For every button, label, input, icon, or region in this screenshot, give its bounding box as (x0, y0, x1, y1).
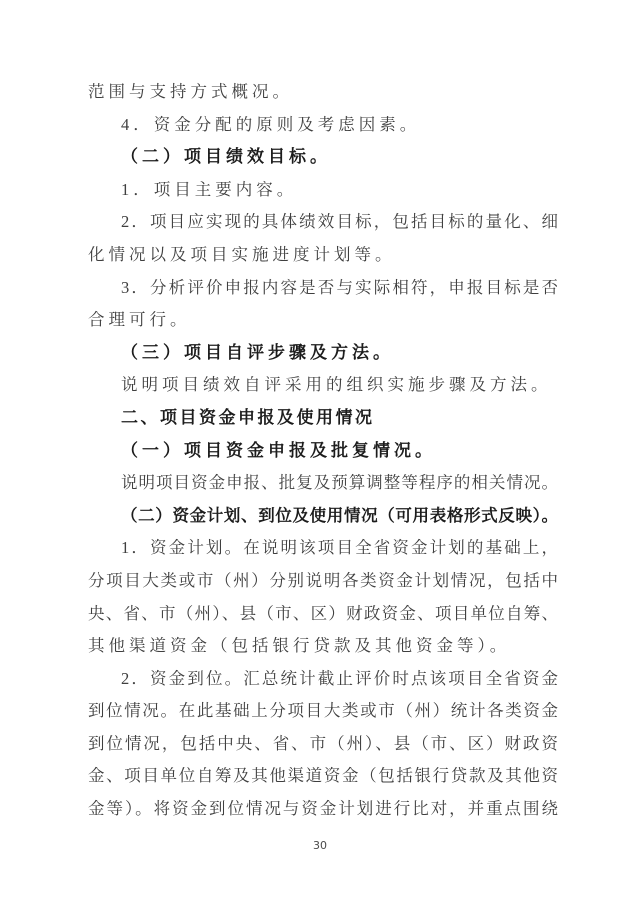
page-number: 30 (313, 839, 327, 852)
heading-line: （二）项目绩效目标。 (121, 147, 331, 167)
text-line: 范围与支持方式概况。 (88, 82, 293, 101)
text-line: 1．资金计划。在说明该项目全省资金计划的基础上， (121, 538, 558, 558)
text-line: 说明项目资金申报、批复及预算调整等程序的相关情况。 (121, 473, 558, 493)
text-line: 央、省、市（州）、县（市、区）财政资金、项目单位自筹、 (88, 603, 558, 623)
text-line: 3．分析评价申报内容是否与实际相符，申报目标是否 (121, 277, 558, 297)
document-body-text (88, 76, 558, 826)
text-line: 化情况以及项目实施进度计划等。 (88, 244, 396, 264)
text-line: 1．项目主要内容。 (121, 179, 298, 199)
heading-line: （二）资金计划、到位及使用情况（可用表格形式反映）。 (121, 505, 558, 525)
text-line: 其他渠道资金（包括银行贷款及其他资金等）。 (88, 636, 511, 656)
text-line: 分项目大类或市（州）分别说明各类资金计划情况，包括中 (88, 570, 558, 590)
text-line: 金、项目单位自筹及其他渠道资金（包括银行贷款及其他资 (88, 766, 558, 786)
text-line: 2．资金到位。汇总统计截止评价时点该项目全省资金 (121, 668, 558, 688)
heading-line: （一）项目资金申报及批复情况。 (121, 440, 436, 460)
heading-line: （三）项目自评步骤及方法。 (121, 342, 394, 362)
text-line: 合理可行。 (88, 310, 191, 330)
text-line: 2．项目应实现的具体绩效目标，包括目标的量化、细 (121, 212, 558, 232)
text-line: 到位情况，包括中央、省、市（州）、县（市、区）财政资 (88, 733, 558, 753)
heading-line: 二、项目资金申报及使用情况 (121, 407, 375, 428)
text-line: 说明项目绩效自评采用的组织实施步骤及方法。 (121, 375, 552, 395)
text-line: 4．资金分配的原则及考虑因素。 (121, 114, 421, 134)
text-line: 到位情况。在此基础上分项目大类或市（州）统计各类资金 (88, 701, 558, 721)
text-line: 金等）。将资金到位情况与资金计划进行比对，并重点围绕 (88, 799, 558, 819)
